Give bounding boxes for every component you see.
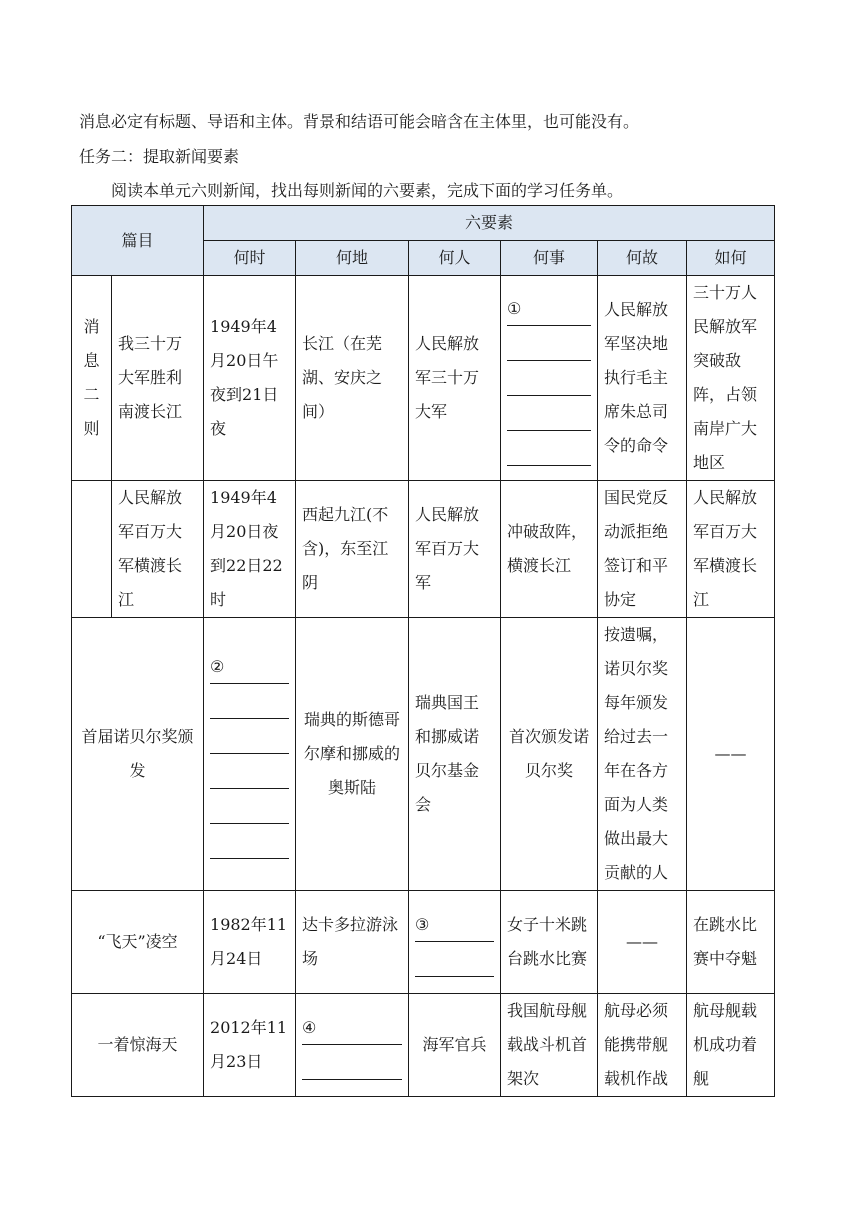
col-what: 何事 bbox=[501, 241, 598, 276]
cell-how: 航母舰载机成功着舰 bbox=[687, 994, 775, 1097]
group-label-empty bbox=[72, 481, 112, 618]
cell-when: 1982年11月24日 bbox=[204, 891, 296, 994]
cell-what: 首次颁发诺贝尔奖 bbox=[501, 618, 598, 891]
cell-how: 人民解放军百万大军横渡长江 bbox=[687, 481, 775, 618]
cell-what: 我国航母舰载战斗机首架次 bbox=[501, 994, 598, 1097]
table-row bbox=[72, 481, 775, 618]
row-title: 人民解放军百万大军横渡长江 bbox=[112, 481, 204, 618]
col-why: 何故 bbox=[598, 241, 687, 276]
cell-when: 1949年4月20日午夜到21日夜 bbox=[204, 276, 296, 481]
header-six-elements: 六要素 bbox=[204, 206, 775, 241]
col-where: 何地 bbox=[296, 241, 409, 276]
header-piece: 篇目 bbox=[72, 206, 204, 276]
cell-how: —— bbox=[687, 618, 775, 891]
answer-blank-4[interactable]: ④ bbox=[296, 994, 409, 1097]
col-who: 何人 bbox=[409, 241, 501, 276]
table-row bbox=[72, 618, 775, 891]
cell-where: 长江（在芜湖、安庆之间） bbox=[296, 276, 409, 481]
table-row bbox=[72, 276, 775, 481]
cell-who: 海军官兵 bbox=[409, 994, 501, 1097]
table-row bbox=[72, 994, 775, 1097]
cell-why: 按遗嘱，诺贝尔奖每年颁发给过去一年在各方面为人类做出最大贡献的人 bbox=[598, 618, 687, 891]
cell-why: 国民党反动派拒绝签订和平协定 bbox=[598, 481, 687, 618]
cell-where: 西起九江(不含)，东至江阴 bbox=[296, 481, 409, 618]
cell-how: 三十万人民解放军突破敌阵，占领南岸广大地区 bbox=[687, 276, 775, 481]
cell-why: 航母必须能携带舰载机作战 bbox=[598, 994, 687, 1097]
learning-task-table bbox=[71, 205, 775, 1097]
cell-who: 人民解放军三十万大军 bbox=[409, 276, 501, 481]
cell-where: 瑞典的斯德哥尔摩和挪威的奥斯陆 bbox=[296, 618, 409, 891]
cell-when: 2012年11月23日 bbox=[204, 994, 296, 1097]
cell-who: 人民解放军百万大军 bbox=[409, 481, 501, 618]
task-title: 任务二：提取新闻要素 bbox=[79, 147, 240, 166]
col-when: 何时 bbox=[204, 241, 296, 276]
answer-blank-1[interactable]: ① bbox=[501, 276, 598, 481]
cell-how: 在跳水比赛中夺魁 bbox=[687, 891, 775, 994]
instruction-line: 阅读本单元六则新闻，找出每则新闻的六要素，完成下面的学习任务单。 bbox=[111, 181, 624, 200]
col-how: 如何 bbox=[687, 241, 775, 276]
cell-why: —— bbox=[598, 891, 687, 994]
row-title: 我三十万大军胜利南渡长江 bbox=[112, 276, 204, 481]
cell-where: 达卡多拉游泳场 bbox=[296, 891, 409, 994]
answer-blank-2[interactable]: ② bbox=[204, 618, 296, 891]
intro-line-1: 消息必定有标题、导语和主体。背景和结语可能会暗含在主体里，也可能没有。 bbox=[79, 112, 640, 131]
cell-when: 1949年4月20日夜到22日22时 bbox=[204, 481, 296, 618]
row-title: 首届诺贝尔奖颁发 bbox=[72, 618, 204, 891]
cell-what: 冲破敌阵，横渡长江 bbox=[501, 481, 598, 618]
cell-what: 女子十米跳台跳水比赛 bbox=[501, 891, 598, 994]
table-row bbox=[72, 891, 775, 994]
cell-who: 瑞典国王和挪威诺贝尔基金会 bbox=[409, 618, 501, 891]
row-title: “飞天”凌空 bbox=[72, 891, 204, 994]
answer-blank-3[interactable]: ③ bbox=[409, 891, 501, 994]
row-title: 一着惊海天 bbox=[72, 994, 204, 1097]
group-label: 消 息 二 则 bbox=[72, 276, 112, 481]
cell-why: 人民解放军坚决地执行毛主席朱总司令的命令 bbox=[598, 276, 687, 481]
